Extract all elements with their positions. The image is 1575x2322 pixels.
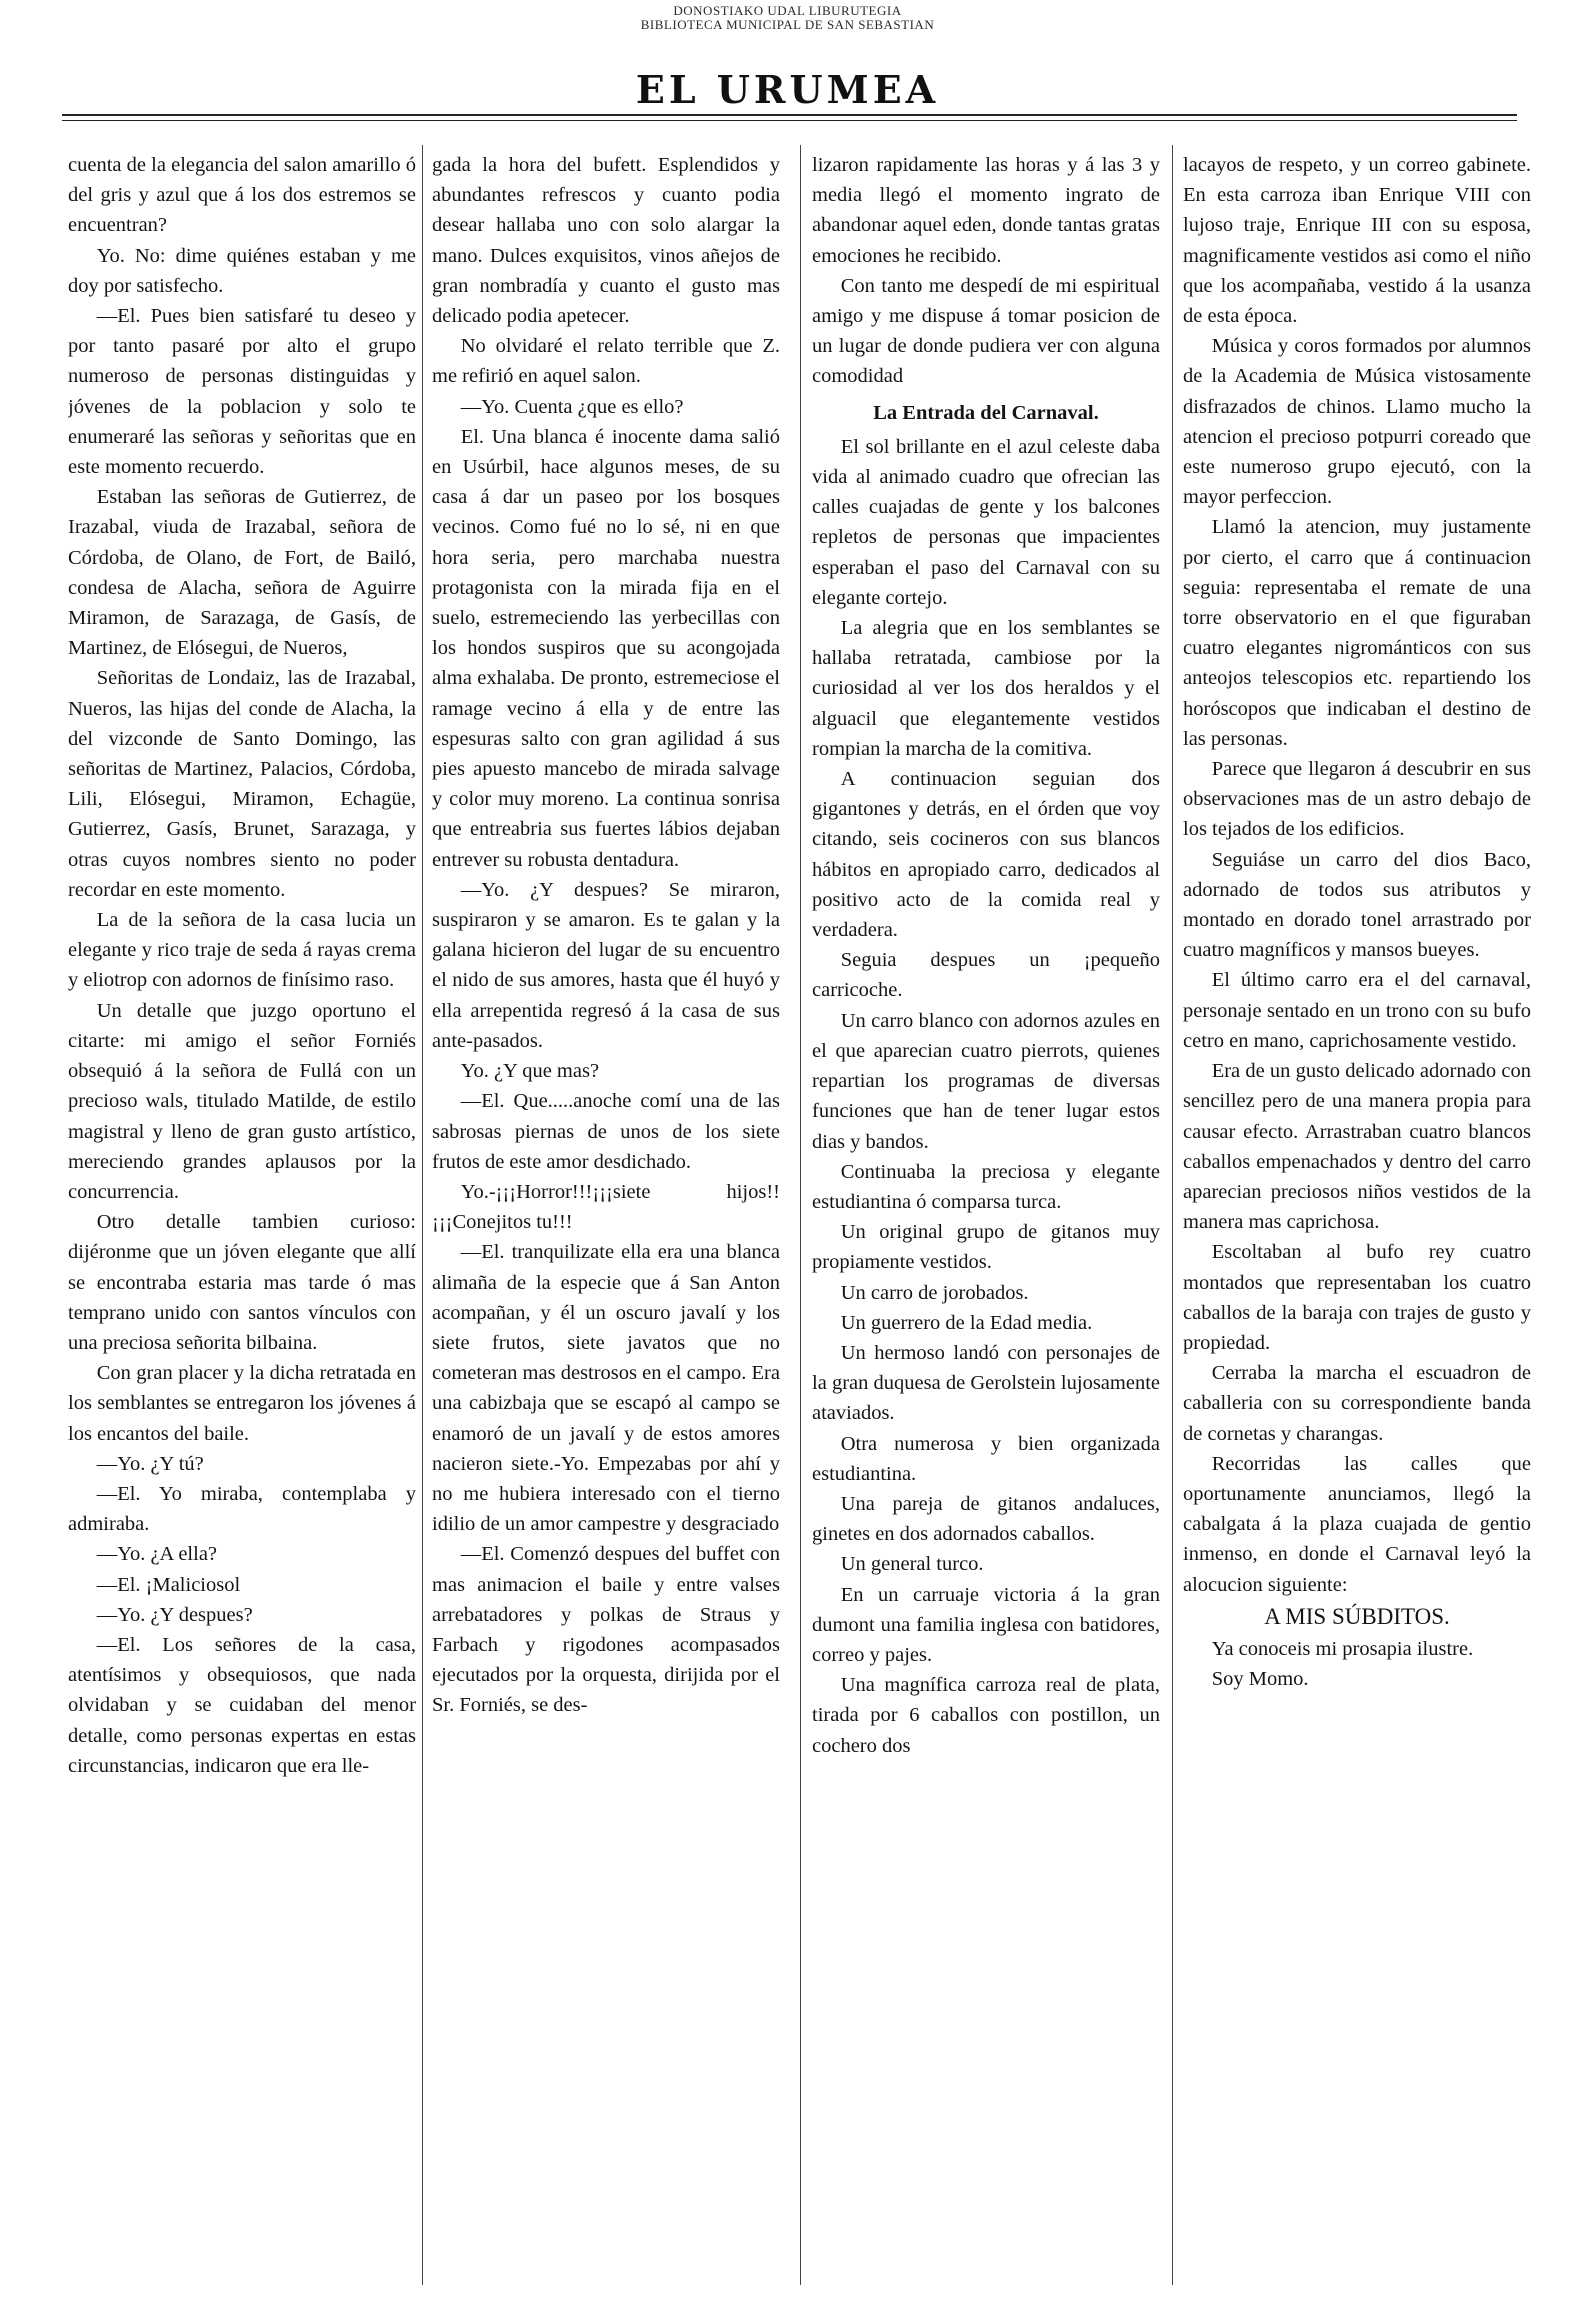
- paragraph: Música y coros formados por alumnos de la Academia de Música vistosamente disfrazados de chinos. Llamo mucho la atencion el precioso potpurri coreado que este numeroso grupo ejecutó, con la mayor perfeccion.: [1183, 335, 1531, 509]
- column-divider: [1172, 145, 1173, 2285]
- paragraph: Un general turco.: [840, 1553, 984, 1576]
- paragraph: Un detalle que juzgo oportuno el citarte: mi amigo el señor Forniés obsequió á la señora de Fullá con un precioso wals, titulado Matilde, de estilo magistral y lleno de gran gusto artístico, mereciendo grandes aplausos por la concurrencia.: [68, 999, 416, 1203]
- article-column-2: [432, 150, 780, 2280]
- paragraph: —El. Comenzó despues del buffet con mas animacion el baile y entre valses arrebatadores y polkas de Straus y Farbach y rigodones acompasados ejecutados por la orquesta, dirijida por el Sr. Forniés, se des-: [432, 1543, 780, 1717]
- paragraph: Un carro de jorobados.: [840, 1281, 1029, 1304]
- paragraph: Continuaba la preciosa y elegante estudiantina ó comparsa turca.: [812, 1160, 1160, 1213]
- paragraph: Recorridas las calles que oportunamente anunciamos, llegó la cabalgata á la plaza cuajada de gentio inmenso, en donde el Carnaval leyó la alocucion siguiente:: [1183, 1452, 1531, 1596]
- paragraph: Seguia despues un ¡pequeño carricoche.: [812, 949, 1160, 1002]
- paragraph: —Yo. ¿Y despues? Se miraron, suspiraron y se amaron. Es te galan y la galana hicieron del lugar de su encuentro el nido de sus amores, hasta que él huyó y ella arrepentida regresó á la casa de sus ante-pasados.: [432, 878, 780, 1052]
- paragraph: —El. Yo miraba, contemplaba y admiraba.: [68, 1482, 416, 1536]
- paragraph: Yo. ¿Y que mas?: [460, 1060, 600, 1083]
- paragraph: —El. Los señores de la casa, atentísimos y obsequiosos, que nada olvidaban y se cuidaban del menor detalle, como personas expertas en estas circunstancias, indicaron que era lle-: [68, 1633, 416, 1777]
- paragraph: Señoritas de Londaiz, las de Irazabal, Nueros, las hijas del conde de Alacha, la del vizconde de Santo Domingo, las señoritas de Martinez, Palacios, Córdoba, Lili, Elósegui, Miramon, Echagüe, Gutierrez, Gasís, Brunet, Sarazaga, y otras cuyos nombres siento no poder recordar en este momento.: [68, 667, 416, 901]
- column-divider: [422, 145, 423, 2285]
- newspaper-masthead: EL URUMEA: [635, 67, 940, 112]
- paragraph: Estaban las señoras de Gutierrez, de Irazabal, viuda de Irazabal, señora de Córdoba, de Olano, de Fort, de Bailó, condesa de Alacha, señora de Aguirre Miramon, de Sarazaga, de Gasís, de Martinez, de Elósegui, de Nueros,: [68, 486, 416, 660]
- paragraph: Con gran placer y la dicha retratada en los semblantes se entregaron los jóvenes á los encantos del baile.: [68, 1362, 416, 1445]
- paragraph: Escoltaban al bufo rey cuatro montados que representaban los cuatro caballos de la baraja con trajes de gusto y propiedad.: [1183, 1241, 1531, 1354]
- paragraph: Una magnífica carroza real de plata, tirada por 6 caballos con postillon, un cochero dos: [812, 1674, 1160, 1757]
- paragraph: El sol brillante en el azul celeste daba vida al animado cuadro que ofrecian las calles cuajadas de gente y los balcones repletos de personas que impacientes esperaban el paso del Carnaval con su elegante cortejo.: [812, 435, 1160, 609]
- paragraph: —Yo. Cuenta ¿que es ello?: [460, 395, 684, 418]
- paragraph: La de la señora de la casa lucia un elegante y rico traje de seda á rayas crema y eliotrop con adornos de finísimo raso.: [68, 909, 416, 992]
- column-divider: [800, 145, 801, 2285]
- paragraph: —El. tranquilizate ella era una blanca alimaña de la especie que á San Anton acompañan, y él un oscuro javalí y los siete frutos, siete javatos que no cometeran mas destrosos en el campo. Era una cabizbaja que se escapó al campo se enamoró de un javalí y de estos amores nacieron siete.-Yo. Empezabas por ahí y no me hubiera interesado con el tierno idilio de un amor campestre y desgraciado: [432, 1241, 780, 1536]
- paragraph: Un hermoso landó con personajes de la gran duquesa de Gerolstein lujosamente ataviados.: [812, 1341, 1160, 1425]
- paragraph: Una pareja de gitanos andaluces, ginetes en dos adornados caballos.: [812, 1492, 1160, 1546]
- paragraph: —El. Que.....anoche comí una de las sabrosas piernas de unos de los siete frutos de este amor desdichado.: [432, 1090, 780, 1173]
- paragraph: cuenta de la elegancia del salon amarillo ó del gris y azul que á los dos estremos se encuentran?: [68, 154, 416, 237]
- paragraph: Un carro blanco con adornos azules en el que aparecian cuatro pierrots, quienes repartian los programas de diversas funciones que han de tener lugar estos dias y bandos.: [812, 1009, 1160, 1153]
- paragraph: El último carro era el del carnaval, personaje sentado en un trono con su bufo cetro en mano, caprichosamente vestido.: [1183, 969, 1531, 1052]
- paragraph: Otra numerosa y bien organizada estudiantina.: [812, 1432, 1160, 1485]
- signature-line: Soy Momo.: [1211, 1668, 1309, 1691]
- article-column-1: [68, 150, 416, 2280]
- paragraph: Seguiáse un carro del dios Baco, adornado de todos sus atributos y montado en dorado tonel arrastrado por cuatro magníficos y mansos bueyes.: [1183, 848, 1531, 962]
- paragraph: lizaron rapidamente las horas y á las 3 y media llegó el momento ingrato de abandonar aquel eden, donde tantas gratas emociones he recibido.: [812, 154, 1160, 267]
- paragraph: En un carruaje victoria á la gran dumont una familia inglesa con batidores, correo y pajes.: [812, 1583, 1160, 1666]
- article-column-3: [812, 150, 1160, 2280]
- article-column-4: [1183, 150, 1531, 2280]
- paragraph: A continuacion seguian dos gigantones y detrás, en el órden que voy citando, seis cocineros con sus blancos hábitos en apropiado carro, dedicados al positivo acto de la comida real y verdadera.: [812, 768, 1160, 942]
- paragraph: Llamó la atencion, muy justamente por cierto, el carro que á continuacion seguia: representaba el remate de una torre observatorio en el que figuraban cuatro elegantes nigrománticos con sus anteojos telescopios etc. repartiendo los horóscopos que indicaban el destino de las personas.: [1183, 516, 1531, 750]
- address-title: A MIS SÚBDITOS.: [1264, 1603, 1450, 1629]
- paragraph: Un original grupo de gitanos muy propiamente vestidos.: [812, 1221, 1160, 1274]
- paragraph: —Yo. ¿A ella?: [96, 1543, 218, 1566]
- section-title: La Entrada del Carnaval.: [873, 401, 1099, 424]
- paragraph: No olvidaré el relato terrible que Z. me refirió en aquel salon.: [432, 335, 780, 388]
- paragraph: Con tanto me despedí de mi espiritual amigo y me dispuse á tomar posicion de un lugar de donde pudiera ver con alguna comodidad: [812, 274, 1160, 388]
- library-stamp: [0, 4, 1575, 32]
- paragraph: Era de un gusto delicado adornado con sencillez pero de una manera propia para causar efecto. Arrastraban cuatro blancos caballos empenachados y dentro del carro aparecian preciosos niños vestidos de la manera mas caprichosa.: [1183, 1060, 1531, 1234]
- paragraph: gada la hora del bufett. Esplendidos y abundantes refrescos y cuanto podia desear hallaba uno con solo alargar la mano. Dulces exquisitos, vinos añejos de gran nombradía y cuanto el gusto mas delicado podia apetecer.: [432, 154, 780, 328]
- paragraph: Ya conoceis mi prosapia ilustre.: [1211, 1637, 1474, 1660]
- masthead-rule: [62, 114, 1517, 116]
- paragraph: lacayos de respeto, y un correo gabinete. En esta carroza iban Enrique VIII con lujoso traje, Enrique III con su esposa, magnificamente vestidos asi como el niño que los acompañaba, vestido á la usanza de esta época.: [1183, 154, 1531, 328]
- paragraph: Cerraba la marcha el escuadron de caballeria con su correspondiente banda de cornetas y charangas.: [1183, 1362, 1531, 1445]
- library-stamp-line-basque: DONOSTIAKO UDAL LIBURUTEGIA: [673, 3, 902, 18]
- paragraph: El. Una blanca é inocente dama salió en Usúrbil, hace algunos meses, de su casa á dar un paseo por los bosques vecinos. Como fué no lo sé, ni en que hora seria, pero marchaba nuestra protagonista con la mirada fija en el suelo, estremeciendo las yerbecillas con los hondos suspiros que su acongojada alma exhalaba. De pronto, estremeciose el ramage vecino á ella y de entre las espesuras salto con gran agilidad á sus pies apuesto mancebo de mirada salvage y color muy moreno. La continua sonrisa que entreabria sus fuertes lábios dejaban entrever su robusta dentadura.: [432, 425, 780, 871]
- paragraph: Parece que llegaron á descubrir en sus observaciones mas de un astro debajo de los tejados de los edificios.: [1183, 758, 1531, 841]
- paragraph: La alegria que en los semblantes se hallaba retratada, cambiose por la curiosidad al ver los dos heraldos y el alguacil que elegantemente vestidos rompian la marcha de la comitiva.: [812, 617, 1160, 760]
- paragraph: —Yo. ¿Y despues?: [96, 1603, 253, 1626]
- library-stamp-line-spanish: BIBLIOTECA MUNICIPAL DE SAN SEBASTIAN: [640, 17, 935, 32]
- paragraph: Yo. No: dime quiénes estaban y me doy por satisfecho.: [68, 244, 416, 297]
- paragraph: Un guerrero de la Edad media.: [840, 1311, 1093, 1334]
- paragraph: —El. ¡Maliciosol: [96, 1573, 241, 1596]
- paragraph: Otro detalle tambien curioso: dijéronme que un jóven elegante que allí se encontraba estaria mas tarde ó mas temprano unido con santos vínculos con una preciosa señorita bilbaina.: [68, 1211, 416, 1354]
- paragraph: Yo.-¡¡¡Horror!!!¡¡¡siete hijos!! ¡¡¡Conejitos tu!!!: [432, 1180, 780, 1234]
- masthead-rule-thin: [62, 120, 1517, 121]
- paragraph: —Yo. ¿Y tú?: [96, 1452, 204, 1475]
- paragraph: —El. Pues bien satisfaré tu deseo y por tanto pasaré por alto el grupo numeroso de personas distinguidas y jóvenes de la poblacion y solo te enumeraré las señoras y señoritas que en este momento recuerdo.: [68, 305, 416, 479]
